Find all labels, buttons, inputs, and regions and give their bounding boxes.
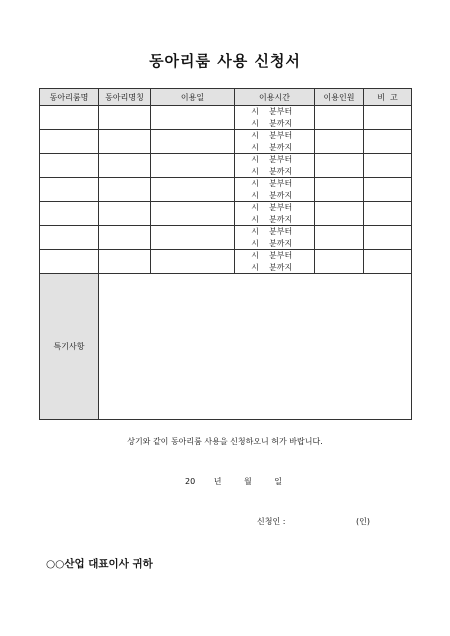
time-end-line xyxy=(235,142,314,154)
minute-label: 분까지 xyxy=(269,238,293,248)
remarks-cell[interactable] xyxy=(364,202,412,226)
minute-label: 분까지 xyxy=(269,214,293,224)
room-name-cell[interactable] xyxy=(40,154,99,178)
time-cell[interactable] xyxy=(235,250,315,274)
time-end-line xyxy=(235,214,314,226)
header-people: 이용인원 xyxy=(315,89,364,106)
notes-row xyxy=(40,274,412,420)
people-cell[interactable] xyxy=(315,202,364,226)
time-end-line xyxy=(235,262,314,274)
people-cell[interactable] xyxy=(315,250,364,274)
room-name-cell[interactable] xyxy=(40,226,99,250)
hour-label: 시 xyxy=(251,190,259,200)
remarks-cell[interactable] xyxy=(364,154,412,178)
minute-label: 분까지 xyxy=(269,118,293,128)
time-start-line xyxy=(235,154,314,166)
time-start-line xyxy=(235,250,314,262)
minute-label: 분부터 xyxy=(269,203,293,212)
hour-label: 시 xyxy=(251,262,259,272)
request-statement: 상기와 같이 동아리룸 사용을 신청하오니 허가 바랍니다. xyxy=(127,437,323,446)
table-row xyxy=(40,154,412,178)
hour-label: 시 xyxy=(251,238,259,248)
time-end-line xyxy=(235,166,314,178)
time-start-line xyxy=(235,130,314,142)
remarks-cell[interactable] xyxy=(364,130,412,154)
club-name-cell[interactable] xyxy=(99,130,151,154)
time-start-line xyxy=(235,226,314,238)
time-cell[interactable] xyxy=(235,130,315,154)
minute-label: 분부터 xyxy=(269,107,293,116)
minute-label: 분까지 xyxy=(269,166,293,176)
date-cell[interactable] xyxy=(151,178,235,202)
hour-label: 시 xyxy=(251,131,259,140)
table-row xyxy=(40,226,412,250)
date-year-label: 년 xyxy=(213,477,222,486)
hour-label: 시 xyxy=(251,227,259,236)
room-name-cell[interactable] xyxy=(40,130,99,154)
room-name-cell[interactable] xyxy=(40,106,99,130)
date-cell[interactable] xyxy=(151,130,235,154)
room-name-cell[interactable] xyxy=(40,202,99,226)
hour-label: 시 xyxy=(251,166,259,176)
club-name-cell[interactable] xyxy=(99,250,151,274)
hour-label: 시 xyxy=(251,251,259,260)
club-name-cell[interactable] xyxy=(99,154,151,178)
people-cell[interactable] xyxy=(315,106,364,130)
table-row xyxy=(40,178,412,202)
people-cell[interactable] xyxy=(315,154,364,178)
document-title: 동아리룸 사용 신청서 xyxy=(149,52,301,70)
table-row xyxy=(40,202,412,226)
time-end-line xyxy=(235,190,314,202)
table-row xyxy=(40,106,412,130)
room-name-cell[interactable] xyxy=(40,250,99,274)
club-name-cell[interactable] xyxy=(99,178,151,202)
date-cell[interactable] xyxy=(151,202,235,226)
date-cell[interactable] xyxy=(151,154,235,178)
recipient: ○○산업 대표이사 귀하 xyxy=(46,558,153,570)
people-cell[interactable] xyxy=(315,178,364,202)
minute-label: 분부터 xyxy=(269,251,293,260)
time-start-line xyxy=(235,202,314,214)
notes-field[interactable] xyxy=(99,274,412,420)
header-date: 이용일 xyxy=(151,89,235,106)
club-name-cell[interactable] xyxy=(99,226,151,250)
remarks-cell[interactable] xyxy=(364,178,412,202)
date-day-label: 일 xyxy=(274,477,283,486)
room-name-cell[interactable] xyxy=(40,178,99,202)
time-cell[interactable] xyxy=(235,178,315,202)
people-cell[interactable] xyxy=(315,226,364,250)
time-start-line xyxy=(235,178,314,190)
header-remarks: 비 고 xyxy=(364,89,412,106)
time-cell[interactable] xyxy=(235,154,315,178)
application-table xyxy=(39,88,412,420)
date-month-label: 월 xyxy=(244,477,252,486)
date-line xyxy=(185,476,282,487)
hour-label: 시 xyxy=(251,118,259,128)
minute-label: 분까지 xyxy=(269,142,293,152)
minute-label: 분까지 xyxy=(269,190,293,200)
remarks-cell[interactable] xyxy=(364,106,412,130)
remarks-cell[interactable] xyxy=(364,226,412,250)
minute-label: 분부터 xyxy=(269,179,293,188)
hour-label: 시 xyxy=(251,107,259,116)
club-name-cell[interactable] xyxy=(99,202,151,226)
time-cell[interactable] xyxy=(235,202,315,226)
header-club-name: 동아리명칭 xyxy=(99,89,151,106)
date-cell[interactable] xyxy=(151,106,235,130)
seal-label: (인) xyxy=(356,517,370,526)
time-cell[interactable] xyxy=(235,106,315,130)
date-cell[interactable] xyxy=(151,226,235,250)
club-name-cell[interactable] xyxy=(99,106,151,130)
people-cell[interactable] xyxy=(315,130,364,154)
minute-label: 분부터 xyxy=(269,131,293,140)
table-row xyxy=(40,130,412,154)
time-end-line xyxy=(235,238,314,250)
hour-label: 시 xyxy=(251,214,259,224)
hour-label: 시 xyxy=(251,203,259,212)
hour-label: 시 xyxy=(251,155,259,164)
table-body xyxy=(40,106,412,274)
hour-label: 시 xyxy=(251,179,259,188)
remarks-cell[interactable] xyxy=(364,250,412,274)
table-row xyxy=(40,250,412,274)
notes-label: 특기사항 xyxy=(40,274,99,420)
minute-label: 분부터 xyxy=(269,227,293,236)
applicant-label: 신청인 : xyxy=(257,517,286,526)
header-row xyxy=(40,89,412,106)
time-end-line xyxy=(235,118,314,130)
time-start-line xyxy=(235,106,314,118)
date-cell[interactable] xyxy=(151,250,235,274)
date-century: 20 xyxy=(185,477,196,486)
header-time: 이용시간 xyxy=(235,89,315,106)
header-room-name: 동아리룸명 xyxy=(40,89,99,106)
time-cell[interactable] xyxy=(235,226,315,250)
hour-label: 시 xyxy=(251,142,259,152)
minute-label: 분까지 xyxy=(269,262,293,272)
minute-label: 분부터 xyxy=(269,155,293,164)
